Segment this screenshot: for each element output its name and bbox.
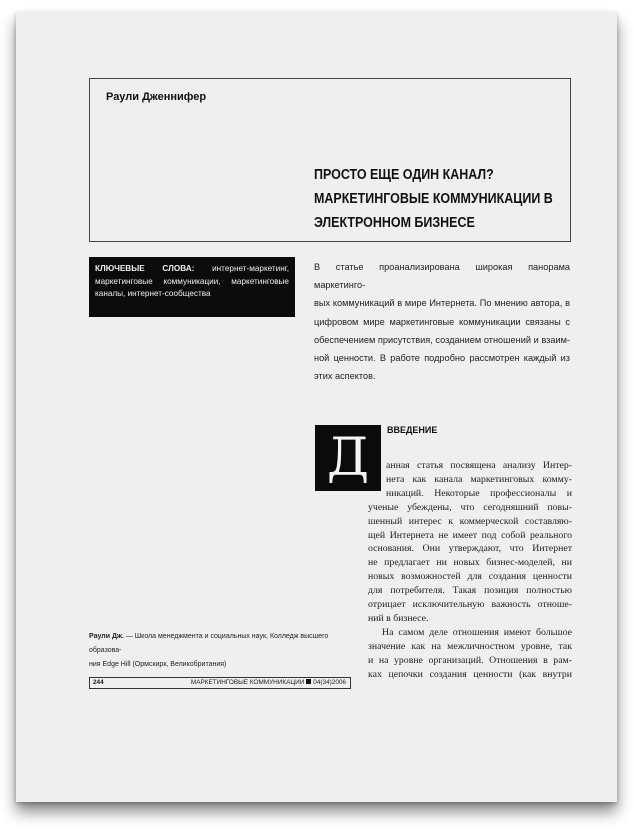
body-line: ках цепочки создания ценности (как внутри [368,668,572,680]
body-line: основания. Они утверждают, что Интернет [368,543,572,555]
body-line: новых возможностей для создания ценности [368,571,572,583]
page-number: 244 [93,679,104,686]
keywords-text [95,263,289,301]
body-line: и на уровне организаций. Отношения в рам- [368,654,572,666]
body-line: ученые убеждены, что сегодняшний повы- [368,501,572,513]
body-line: анная статья посвящена анализу Интер- [386,460,572,471]
affiliation-line: ния Edge Hill (Ормскирк, Великобритания) [89,661,227,668]
body-line: никаций. Некоторые профессионалы и [386,487,572,499]
title-line: МАРКЕТИНГОВЫЕ КОММУНИКАЦИИ В [314,191,553,207]
page-footer [89,677,351,689]
body-line: На самом деле отношения имеют большое [382,626,572,638]
abstract-line: цифровом мире маркетинговые коммуникации связаны с [314,316,570,327]
body-line: щей Интернета не имеет под собой реального [368,529,572,541]
author-affiliation [89,630,351,672]
abstract-line: ной ценности. В работе подробно рассмотрен каждый из [314,353,570,364]
abstract-line: вых коммуникаций в мире Интернета. По мнению автора, в [314,298,570,309]
abstract-line: обеспечением присутствия, созданием отношений и взаим- [314,334,570,345]
keywords-list: интернет-маркетинг, маркетинговые коммуникации, маркетинговые каналы, интернет-сообщества [95,264,290,298]
header-box [89,78,571,242]
abstract-line: В статье проанализирована широкая панорама маркетинго- [314,262,570,291]
body-line: шенный интерес к коммерческой составляю- [368,515,572,527]
square-separator-icon [306,679,311,684]
title-line: ПРОСТО ЕЩЕ ОДИН КАНАЛ? [314,167,494,183]
body-line: для потребителя. Такая позиция полностью [368,585,572,597]
abstract [314,258,570,385]
journal-issue: 04(34)2006 [313,679,346,686]
abstract-line: этих аспектов. [314,371,376,382]
keywords-box [89,257,295,317]
affiliation-text: Школа менеджмента и социальных наук, Колледж высшего образова- [89,633,329,654]
drop-cap: Д [315,425,381,491]
affiliation-name: Раули Дж. [89,633,124,640]
body-text [368,459,572,682]
body-line: ний в бизнесе. [368,612,429,624]
keywords-label: КЛЮЧЕВЫЕ СЛОВА: [95,264,195,273]
journal-info [191,678,346,688]
affiliation-dash: — [123,633,135,640]
journal-page [16,12,617,802]
author-name: Раули Дженнифер [106,91,207,103]
section-heading: ВВЕДЕНИЕ [387,425,438,435]
body-line: не предлагает ни новых бизнес-моделей, ни [368,557,572,569]
affiliation-line [89,630,351,658]
article-title [314,163,563,235]
title-line: ЭЛЕКТРОННОМ БИЗНЕСЕ [314,215,475,231]
body-line: нета как канала маркетинговых комму- [386,473,572,485]
body-line: отрицает исключительную важность отноше- [368,599,572,611]
journal-name: МАРКЕТИНГОВЫЕ КОММУНИКАЦИИ [190,679,305,686]
body-line: значение как на межличностном уровне, так [368,640,572,652]
